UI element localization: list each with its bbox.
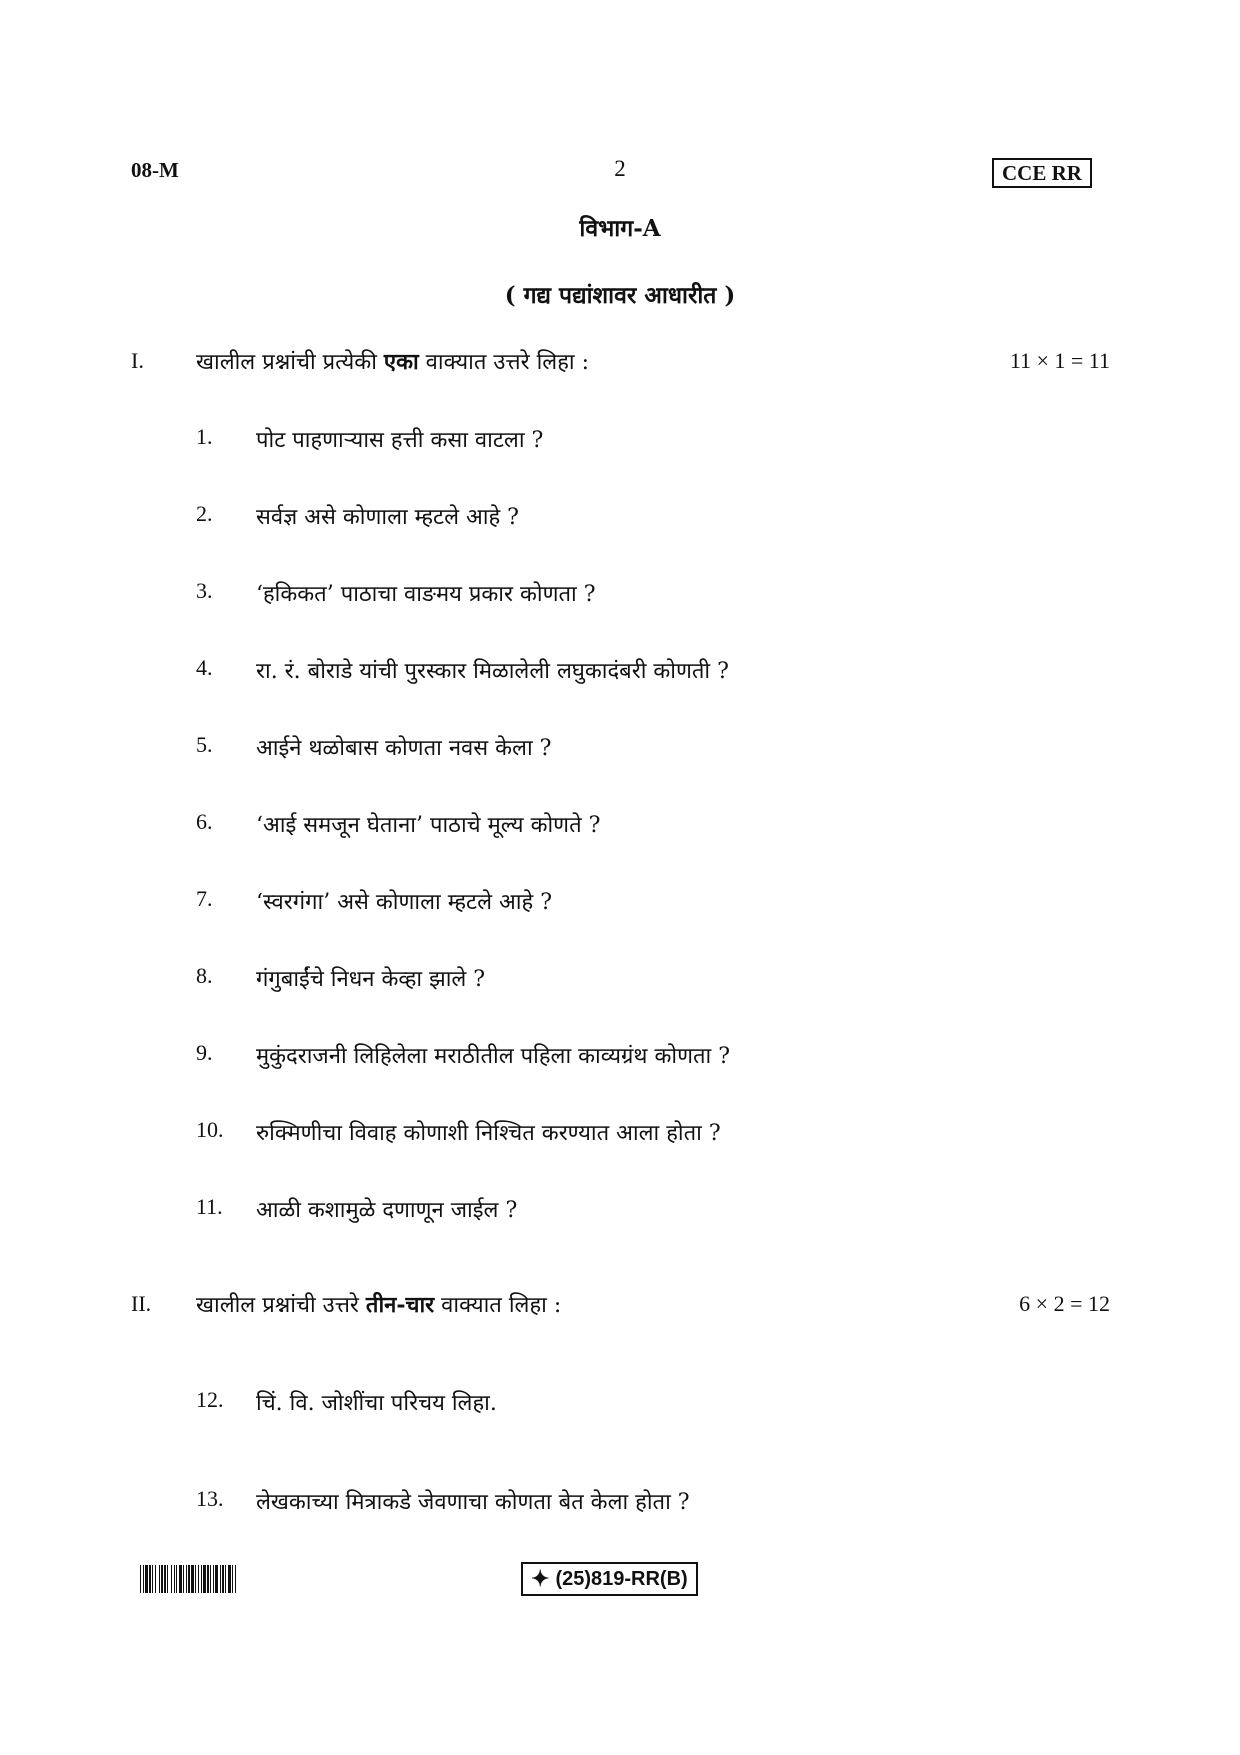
barcode-bar (235, 1565, 236, 1593)
question-text: चिं. वि. जोशींचा परिचय लिहा. (256, 1391, 497, 1416)
part2-instruction (196, 1289, 561, 1319)
part1-instruction-post: वाक्यात उत्तरे लिहा : (418, 350, 590, 375)
question-text: पोट पाहणाऱ्यास हत्ती कसा वाटला ? (256, 428, 544, 453)
paper-code-box (521, 1562, 698, 1596)
question-text: गंगुबाईंचे निधन केव्हा झाले ? (256, 967, 486, 992)
question-item (196, 1117, 721, 1147)
part1-instruction (196, 346, 589, 376)
question-item (196, 424, 543, 454)
part1-instruction-pre: खालील प्रश्नांची प्रत्येकी (196, 350, 384, 375)
question-item (196, 1387, 497, 1417)
question-text: ‘हकिकत’ पाठाचा वाङमय प्रकार कोणता ? (256, 582, 596, 607)
question-item (196, 1040, 730, 1070)
part1-marks: 11 × 1 = 11 (1009, 348, 1110, 373)
paper-code: 08-M (131, 158, 179, 182)
question-number: 7. (196, 886, 213, 911)
part1-instruction-bold: एका (383, 349, 419, 375)
question-text: लेखकाच्या मित्राकडे जेवणाचा कोणता बेत केला होता ? (256, 1490, 690, 1515)
question-number: 1. (196, 424, 213, 449)
question-number: 9. (196, 1040, 213, 1065)
question-text: रा. रं. बोराडे यांची पुरस्कार मिळालेली लघुकादंबरी कोणती ? (256, 659, 729, 684)
question-text: सर्वज्ञ असे कोणाला म्हटले आहे ? (256, 505, 519, 530)
question-number: 3. (196, 578, 213, 603)
question-text: ‘स्वरगंगा’ असे कोणाला म्हटले आहे ? (256, 890, 552, 915)
question-item (196, 963, 485, 993)
question-item (196, 732, 551, 762)
question-item (196, 578, 596, 608)
section-subtitle: ( गद्य पद्यांशावर आधारीत ) (504, 282, 736, 309)
question-text: ‘आई समजून घेताना’ पाठाचे मूल्य कोणते ? (256, 813, 601, 838)
question-number: 6. (196, 809, 213, 834)
question-item (196, 1486, 690, 1516)
barcode (140, 1565, 368, 1593)
paper-code-footer: (25)819-RR(B) (555, 1567, 688, 1590)
question-text: रुक्मिणीचा विवाह कोणाशी निश्चित करण्यात आला होता ? (256, 1121, 721, 1146)
question-number: 13. (196, 1486, 224, 1511)
question-item (196, 501, 519, 531)
question-item (196, 655, 729, 685)
page-number: 2 (614, 156, 626, 181)
question-number: 8. (196, 963, 213, 988)
series-label-box: CCE RR (992, 158, 1092, 188)
question-text: आईने थळोबास कोणता नवस केला ? (256, 736, 552, 761)
part2-marks: 6 × 2 = 12 (1019, 1291, 1110, 1316)
question-item (196, 809, 600, 839)
question-text: मुकुंदराजनी लिहिलेला मराठीतील पहिला काव्यग्रंथ कोणता ? (256, 1044, 730, 1069)
question-item (196, 1194, 517, 1224)
question-number: 11. (196, 1194, 223, 1219)
question-number: 10. (196, 1117, 224, 1142)
section-title: विभाग-A (579, 215, 661, 242)
part2-instruction-post: वाक्यात लिहा : (434, 1293, 562, 1318)
question-number: 5. (196, 732, 213, 757)
part2-instruction-bold: तीन-चार (365, 1292, 435, 1318)
question-text: आळी कशामुळे दणाणून जाईल ? (256, 1198, 518, 1223)
star-icon: ✦ (531, 1566, 550, 1591)
part2-roman: II. (131, 1291, 152, 1316)
question-number: 2. (196, 501, 213, 526)
question-item (196, 886, 552, 916)
question-number: 4. (196, 655, 213, 680)
question-number: 12. (196, 1387, 224, 1412)
part1-roman: I. (131, 348, 144, 373)
part2-instruction-pre: खालील प्रश्नांची उत्तरे (196, 1293, 366, 1318)
